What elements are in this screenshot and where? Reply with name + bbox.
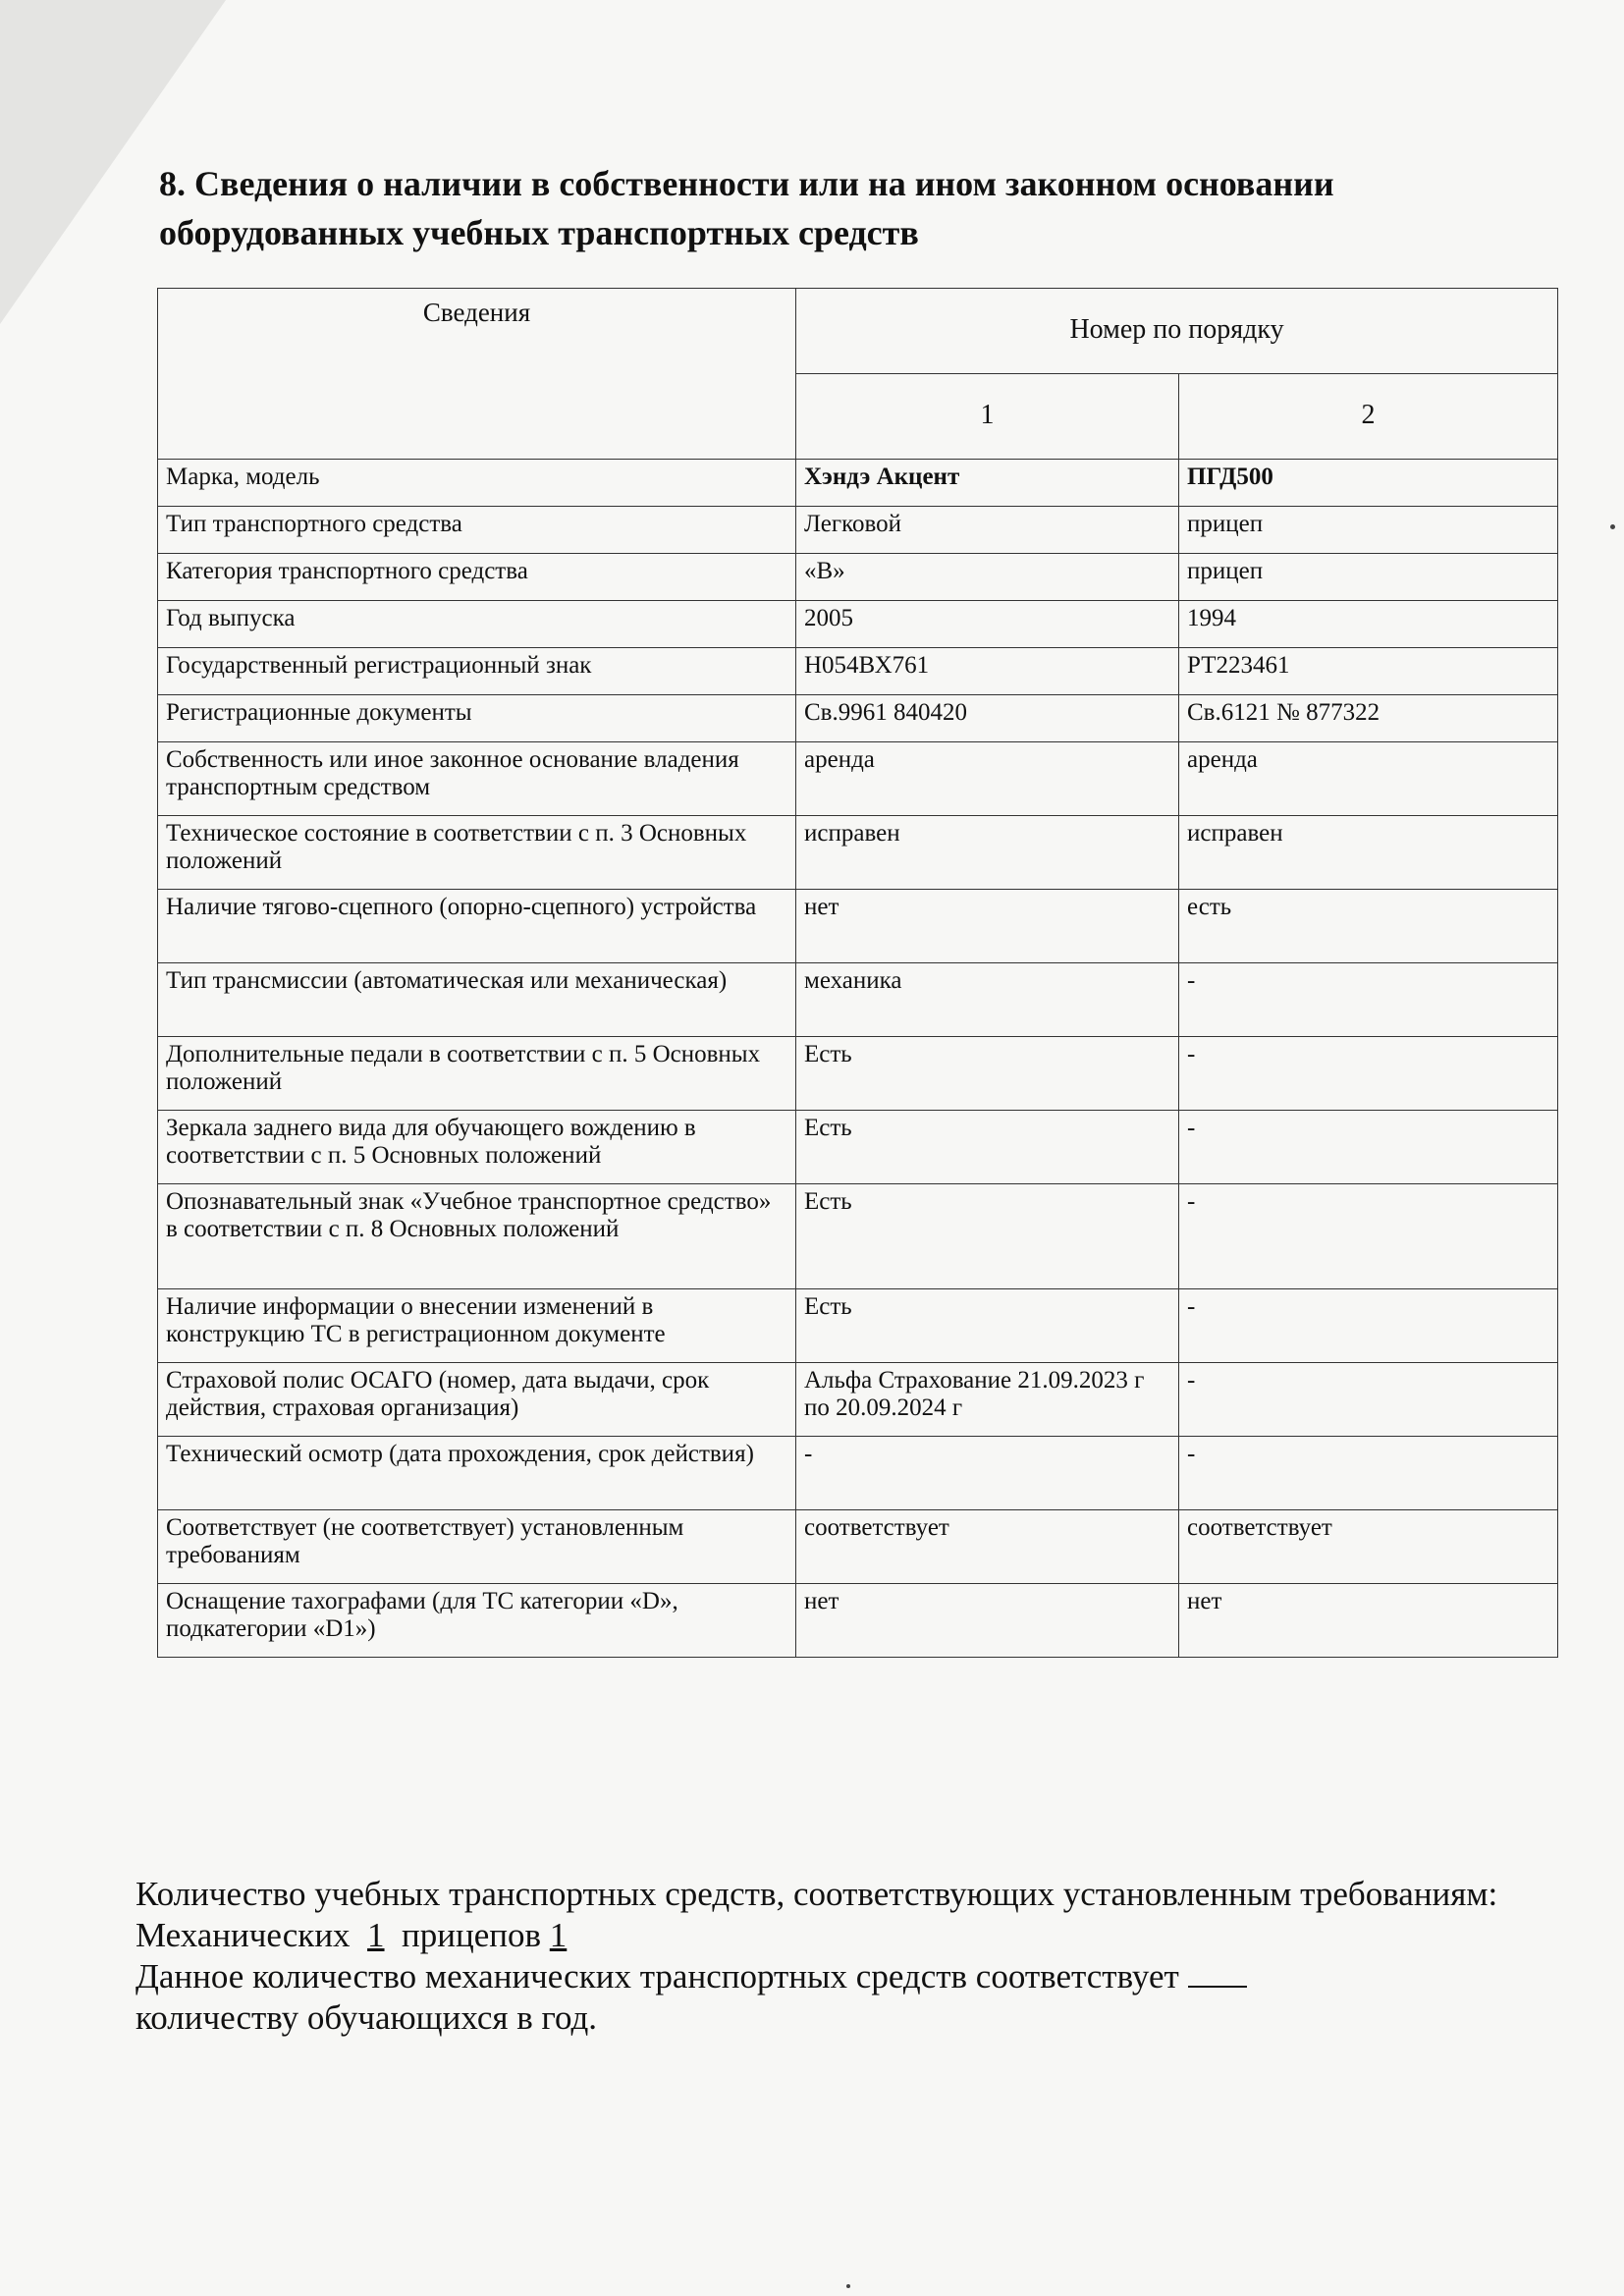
row-label: Оснащение тахографами (для ТС категории «D», подкатегории «D1») [158,1584,796,1658]
row-label: Зеркала заднего вида для обучающего вождению в соответствии с п. 5 Основных положений [158,1111,796,1184]
table-row [158,963,1558,1037]
row-value-2: соответствует [1179,1510,1558,1584]
row-label: Собственность или иное законное основание владения транспортным средством [158,742,796,816]
row-value-1: Легковой [796,507,1179,554]
row-value-1: соответствует [796,1510,1179,1584]
row-label: Регистрационные документы [158,695,796,742]
row-value-1: исправен [796,816,1179,890]
table-row [158,648,1558,695]
header-number: Номер по порядку [796,289,1558,374]
section-title: 8. Сведения о наличии в собственности или на ином законном основании оборудованных учебных транспортных средств [159,164,1334,252]
row-label: Технический осмотр (дата прохождения, срок действия) [158,1437,796,1510]
row-label: Наличие тягово-сцепного (опорно-сцепного) устройства [158,890,796,963]
table-row [158,1111,1558,1184]
row-value-1: - [796,1437,1179,1510]
row-value-2: РТ223461 [1179,648,1558,695]
row-value-1: Н054ВХ761 [796,648,1179,695]
row-value-2: - [1179,1437,1558,1510]
table-row [158,1363,1558,1437]
summary-line-2 [135,1915,1530,1956]
vehicles-table [157,288,1558,1658]
row-value-1: механика [796,963,1179,1037]
row-value-1: нет [796,890,1179,963]
row-value-2: - [1179,963,1558,1037]
row-value-2: прицеп [1179,554,1558,601]
table-row [158,1510,1558,1584]
table-row [158,1184,1558,1289]
row-value-1: Есть [796,1289,1179,1363]
summary-block [135,1874,1530,2039]
scan-speck [846,2284,850,2288]
row-label: Наличие информации о внесении изменений в конструкцию ТС в регистрационном документе [158,1289,796,1363]
summary-line-3 [135,1956,1530,1997]
row-value-2: нет [1179,1584,1558,1658]
row-label: Опознавательный знак «Учебное транспортное средство» в соответствии с п. 8 Основных положений [158,1184,796,1289]
row-value-2: есть [1179,890,1558,963]
header-info: Сведения [158,289,796,460]
row-value-2: прицеп [1179,507,1558,554]
summary-line-4: количеству обучающихся в год. [135,1998,598,2037]
row-label: Страховой полис ОСАГО (номер, дата выдачи, срок действия, страховая организация) [158,1363,796,1437]
table-row [158,460,1558,507]
row-value-2: исправен [1179,816,1558,890]
row-value-1: Есть [796,1037,1179,1111]
table-row [158,1584,1558,1658]
row-value-2: - [1179,1184,1558,1289]
mech-label: Механических [135,1916,351,1954]
row-label: Тип транспортного средства [158,507,796,554]
row-value-2: 1994 [1179,601,1558,648]
table-row [158,742,1558,816]
row-value-1: Есть [796,1111,1179,1184]
scan-speck [1610,524,1615,529]
row-label: Дополнительные педали в соответствии с п. 5 Основных положений [158,1037,796,1111]
header-col-2: 2 [1179,374,1558,460]
row-value-1: Есть [796,1184,1179,1289]
row-value-1: Альфа Страхование 21.09.2023 г по 20.09.2024 г [796,1363,1179,1437]
table-row [158,1289,1558,1363]
table-row [158,695,1558,742]
table-row [158,1037,1558,1111]
row-label: Категория транспортного средства [158,554,796,601]
row-value-2: - [1179,1363,1558,1437]
row-value-1: 2005 [796,601,1179,648]
table-row [158,890,1558,963]
row-label: Тип трансмиссии (автоматическая или механическая) [158,963,796,1037]
row-value-2: ПГД500 [1179,460,1558,507]
row-value-1: аренда [796,742,1179,816]
table-row [158,601,1558,648]
trailer-label: прицепов [402,1916,542,1954]
row-label: Техническое состояние в соответствии с п. 3 Основных положений [158,816,796,890]
row-value-2: аренда [1179,742,1558,816]
table-row [158,554,1558,601]
summary-line-3-text: Данное количество механических транспортных средств соответствует [135,1957,1179,1995]
row-label: Соответствует (не соответствует) установленным требованиям [158,1510,796,1584]
table-row [158,816,1558,890]
row-label: Год выпуска [158,601,796,648]
row-label: Государственный регистрационный знак [158,648,796,695]
mech-count: 1 [367,1916,385,1954]
header-col-1: 1 [796,374,1179,460]
row-value-1: Св.9961 840420 [796,695,1179,742]
table-row [158,507,1558,554]
trailer-count: 1 [549,1916,568,1954]
row-value-1: «В» [796,554,1179,601]
row-value-2: - [1179,1289,1558,1363]
row-label: Марка, модель [158,460,796,507]
summary-line-1: Количество учебных транспортных средств, соответствующих установленным требованиям: [135,1875,1498,1913]
row-value-2: - [1179,1037,1558,1111]
row-value-1: нет [796,1584,1179,1658]
row-value-2: Св.6121 № 877322 [1179,695,1558,742]
row-value-1: Хэндэ Акцент [796,460,1179,507]
row-value-2: - [1179,1111,1558,1184]
table-row [158,1437,1558,1510]
blank-field [1188,1958,1247,1988]
